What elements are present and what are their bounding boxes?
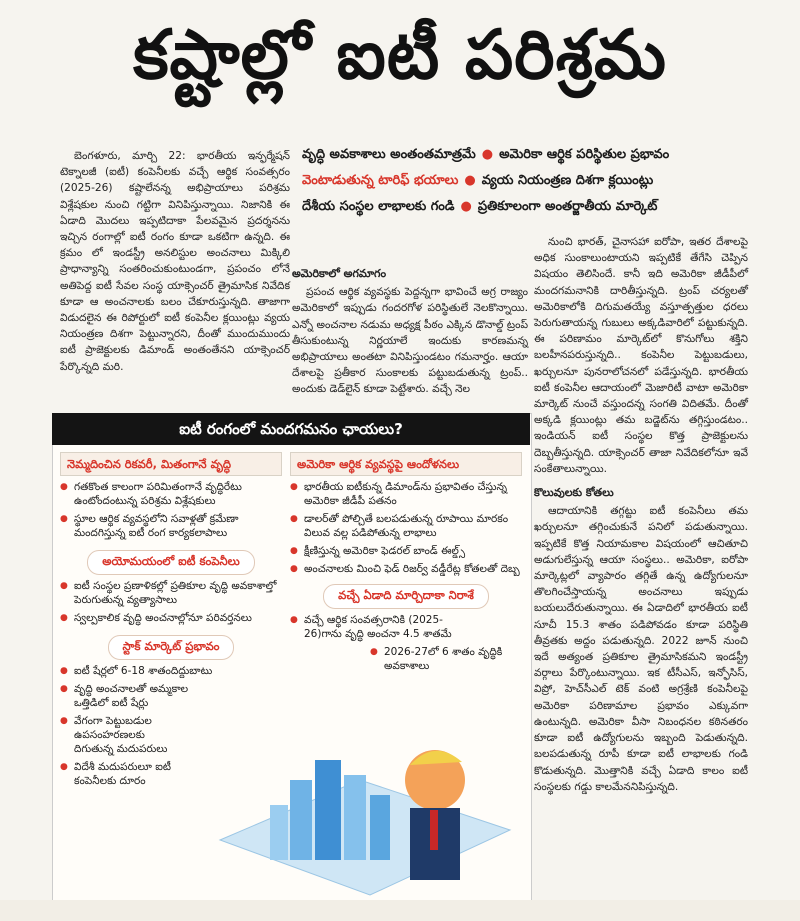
list-item: ● వేగంగా పెట్టుబడుల ఉపసంహరణలకు దిగుతున్న మదుపరులు (60, 714, 184, 756)
bullet-icon: ● (464, 173, 476, 188)
section-heading: నెమ్మదించిన రికవరీ, మితంగానే వృద్ధి (60, 452, 282, 476)
infographic-title: ఐటీ రంగంలో మందగమనం ఛాయలు? (52, 413, 530, 445)
article-column-3 (534, 234, 748, 795)
bullet-icon: ● (460, 199, 472, 214)
city-illustration (210, 720, 530, 900)
infographic-right (290, 452, 522, 677)
list-item: ● స్థూల ఆర్థిక వ్యవస్థలోని సవాళ్లతో క్రమేణా మందగిస్తున్న ఐటీ రంగ కార్యకలాపాలు (60, 512, 282, 540)
bottom-strip (0, 900, 800, 921)
building-shape (315, 760, 341, 860)
highlight-row (302, 168, 772, 194)
building-shape (270, 805, 288, 860)
list-item: ● ఐటీ షేర్లలో 6-18 శాతందిద్దుబాటు (60, 664, 224, 678)
paragraph: నుంచి భారత్, చైనాసహా ఐరోపా, ఇతర దేశాలపై అధిక సుంకాలుంటాయని ఇప్పటికే తేగేసి చెప్పిన విషయం తెలిసిందే. కానీ ఇది అమెరికా జీడీపీలో మందగమనానికి దారితీస్తున్నది. ట్రంప్ చర్యలతో అమెరికాలోకి దిగుమతయ్యే వస్తూత్పత్తుల ధరలు పెరుగుతాయన్న గుబులు అక్కడివారిలో పట్టుకున్నది. ఈ పరిణామం మార్కెట్‌లో కొనుగోలు శక్తిని బలహీనపరుస్తున్నది.. కంపెనీల పెట్టుబడులు, ఖర్చులనూ పునరాలోచనలో పడేస్తున్నది. భారతీయ ఐటీ కంపెనీల ఆదాయంలో మెజారిటీ వాటా అమెరికా మార్కెట్ నుంచే వస్తుందన్న సంగతి విదితమే. దీంతో అక్కడి క్లయింట్లు తమ బడ్జెట్‌ను తగ్గిస్తుండటం.. ఇండియన్ ఐటీ సంస్థల కొత్త ప్రాజెక్టులను దెబ్బతీస్తున్నది. యాక్సెంచర్ తాజా నివేదికలోనూ ఇవే సంకేతాలున్నాయి. (534, 236, 748, 475)
highlight: అమెరికా ఆర్థిక పరిస్థితుల ప్రభావం (499, 147, 670, 162)
highlight-row (302, 142, 772, 168)
highlight: దేశీయ సంస్థల లాభాలకు గండి (302, 199, 455, 214)
bullet-icon: ● (481, 147, 494, 162)
list-item: ● ఐటీ సంస్థల ప్రణాళికల్లో ప్రతికూల వృద్ధి అవకాశాల్తో పెరుగుతున్న వ్యత్యాసాలు (60, 579, 282, 607)
list-item: ● స్వల్పకాలిక వృద్ధి అంచనాల్లోనూ పరివర్తనలు (60, 611, 282, 625)
highlights (302, 142, 772, 220)
building-shape (370, 795, 390, 860)
article-column-1 (60, 148, 290, 375)
section-heading: అయోమయంలో ఐటీ కంపెనీలు (87, 550, 254, 575)
highlight: వ్యయ నియంత్రణ దిశగా క్లయింట్లు (481, 173, 654, 188)
list-item: ● క్షీణిస్తున్న అమెరికా ఫెడరల్ బాండ్ ఈల్డ్స్ (290, 544, 522, 558)
list-item: ● అంచనాలకు మించి ఫెడ్ రిజర్వ్ వడ్డీరేట్ల కోతలతో దెబ్బ (290, 562, 522, 576)
highlight: వెంటాడుతున్న టారిఫ్ భయాలు (302, 173, 459, 188)
building-shape (290, 780, 312, 860)
tie-icon (430, 810, 438, 850)
paragraph: ప్రపంచ ఆర్థిక వ్యవస్థకు పెద్దన్నగా భావించే అగ్ర రాజ్యం అమెరికాలో ఇప్పుడు గందరగోళ పరిస్థితులే నెలకొన్నాయి. ఎన్నో అంచనాల నడుమ అధ్యక్ష పీఠం ఎక్కిన డొనాల్డ్ ట్రంప్ తీసుకుంటున్న నిర్ణయాలే ఇందుకు కారణమన్న అభిప్రాయాలు అంతటా వినిపిస్తుండటం గమనార్హం. ఆయా దేశాలపై ప్రతీకార సుంకాలకు పట్టుబడుతున్న ట్రంప్.. అందుకు డెడ్‌లైన్ కూడా పెట్టేశారు. వచ్చే నెల (292, 286, 528, 396)
section-heading: వచ్చే ఏడాది మార్చిదాకా నిరాశే (323, 584, 489, 609)
section-heading: స్టాక్ మార్కెట్ ప్రభావం (108, 635, 235, 660)
subheading: కొలువులకు కోతలు (534, 486, 614, 500)
headline: కష్టాల్లో ఐటీ పరిశ్రమ (133, 15, 667, 95)
section-heading: అమెరికా ఆర్థిక వ్యవస్థపై ఆందోళనలు (290, 452, 522, 476)
list-item: ● గతకొంత కాలంగా పరిమితంగానే వృద్ధిరేటు ఉంటోందంటున్న పరిశ్రమ విశ్లేషకులు (60, 480, 282, 508)
article-column-2 (292, 262, 528, 398)
list-item: ● డాలర్‌తో పోల్చితే బలపడుతున్న రూపాయి మారకం విలువ వల్ల పడిపోతున్న లాభాలు (290, 512, 522, 540)
list-item: ● భారతీయ ఐటీకున్న డిమాండ్‌ను ప్రభావితం చేస్తున్న అమెరికా జీడీపీ పతనం (290, 480, 522, 508)
list-item: ● వృద్ధి అంచనాలతో అమ్మకాల ఒత్తిడిలో ఐటీ షేర్లు (60, 682, 204, 710)
building-shape (344, 775, 366, 860)
highlight-row (302, 194, 772, 220)
paragraph: ఆదాయానికి తగ్గట్టు ఐటీ కంపెనీలు తమ ఖర్చులనూ తగ్గించుకునే పనిలో పడుతున్నాయి. ఇప్పటికే కొత్త నియామకాల విషయంలో ఆచితూచి అడుగులేస్తున్న ఆయా సంస్థలు.. అమెరికా, ఐరోపా మార్కెట్లలో వ్యాపారం తగ్గితే ఉన్న ఉద్యోగులనూ తొలగించేస్తాయన్న అంచనాలు ఇప్పుడు బయలుదేరుతున్నాయి. ఈ ఏడాదిలో భారతీయ ఐటీ సూచీ 15.3 శాతం పడిపోవడం కూడా పరిస్థితి తీవ్రతకు అద్దం పడుతున్నది. 2022 జూన్ నుంచి ఇదే అత్యంత ప్రతికూల త్రైమాసికమని ఇండస్ట్రీ వర్గాలు పేర్కొంటున్నాయి. ఇక టీసీఎస్, ఇన్ఫోసిస్, విప్రో, హెచ్‌సీఎల్ టెక్ వంటి అగ్రశ్రేణి కంపెనీలపై అమెరికా పరిణామాల ప్రభావం ఎక్కువగా ఉంటున్నది. అమెరికా వీసా నిబంధనల కఠినతరం కూడా ఐటీ ఉద్యోగులను ఇబ్బంది పెడుతున్నది. బలపడుతున్న రూపీ కూడా ఐటీ లాభాలకు గండి కొడుతున్నది. మొత్తానికి వచ్చే ఏడాది కాలం ఐటీ సంస్థలకు గడ్డు కాలమేననిపిస్తున్నది. (534, 505, 748, 793)
highlight: వృద్ధి అవకాశాలు అంతంతమాత్రమే (302, 147, 476, 162)
highlight: ప్రతికూలంగా అంతర్జాతీయ మార్కెట్ (477, 199, 658, 214)
list-item: ● 2026-27లో 6 శాతం వృద్ధికి అవకాశాలు (370, 645, 504, 673)
subheading: అమెరికాలో అగమాగం (292, 267, 387, 280)
list-item: ● విదేశీ మదుపరులూ ఐటీ కంపెనీలకు దూరం (60, 760, 184, 788)
paragraph: బెంగళూరు, మార్చి 22: భారతీయ ఇన్ఫర్మేషన్ టెక్నాలజీ (ఐటీ) కంపెనీలకు వచ్చే ఆర్థిక సంవత్సరం (2025-26) కష్టాలేనన్న అభిప్రాయాలు పరిశ్రమ విశ్లేషకుల నుంచి గట్టిగా వినిపిస్తున్నాయి. నిజానికి ఈ ఏడాది మొదలు ఇప్పటిదాకా పేలవమైన ప్రదర్శనను ఇచ్చిన రంగాల్లో ఐటీ రంగం కూడా ఒకటిగా ఉన్నది. ఈ క్రమం లో ఇండస్ట్రీ అనలిస్టుల అంచనాలు మిక్కిలి ప్రాధాన్యాన్ని సంతరించుకుంటుండగా, ప్రపంచం లోనే అతిపెద్ద ఐటీ సేవల సంస్థ యాక్సెంచర్ త్రైమాసిక నివేదిక కూడా ఆ అంచనాలకు బలం చేకూరుస్తున్నది. తాజాగా విడుదలైన ఈ రిపోర్టులో ఐటీ కంపెనీల క్లయింట్లు వ్యయ నియంత్రణ దిశగా పెట్టున్నారని, దీంతో ముందుముందు ఐటీ ప్రాజెక్టులకు డిమాండ్ అంతంతేనని యాక్సెంచర్ పేర్కొన్నది మరి. (60, 150, 290, 373)
list-item: ● వచ్చే ఆర్థిక సంవత్సరానికి (2025-26)గాను వృద్ధి అంచనా 4.5 శాతమే (290, 613, 474, 641)
